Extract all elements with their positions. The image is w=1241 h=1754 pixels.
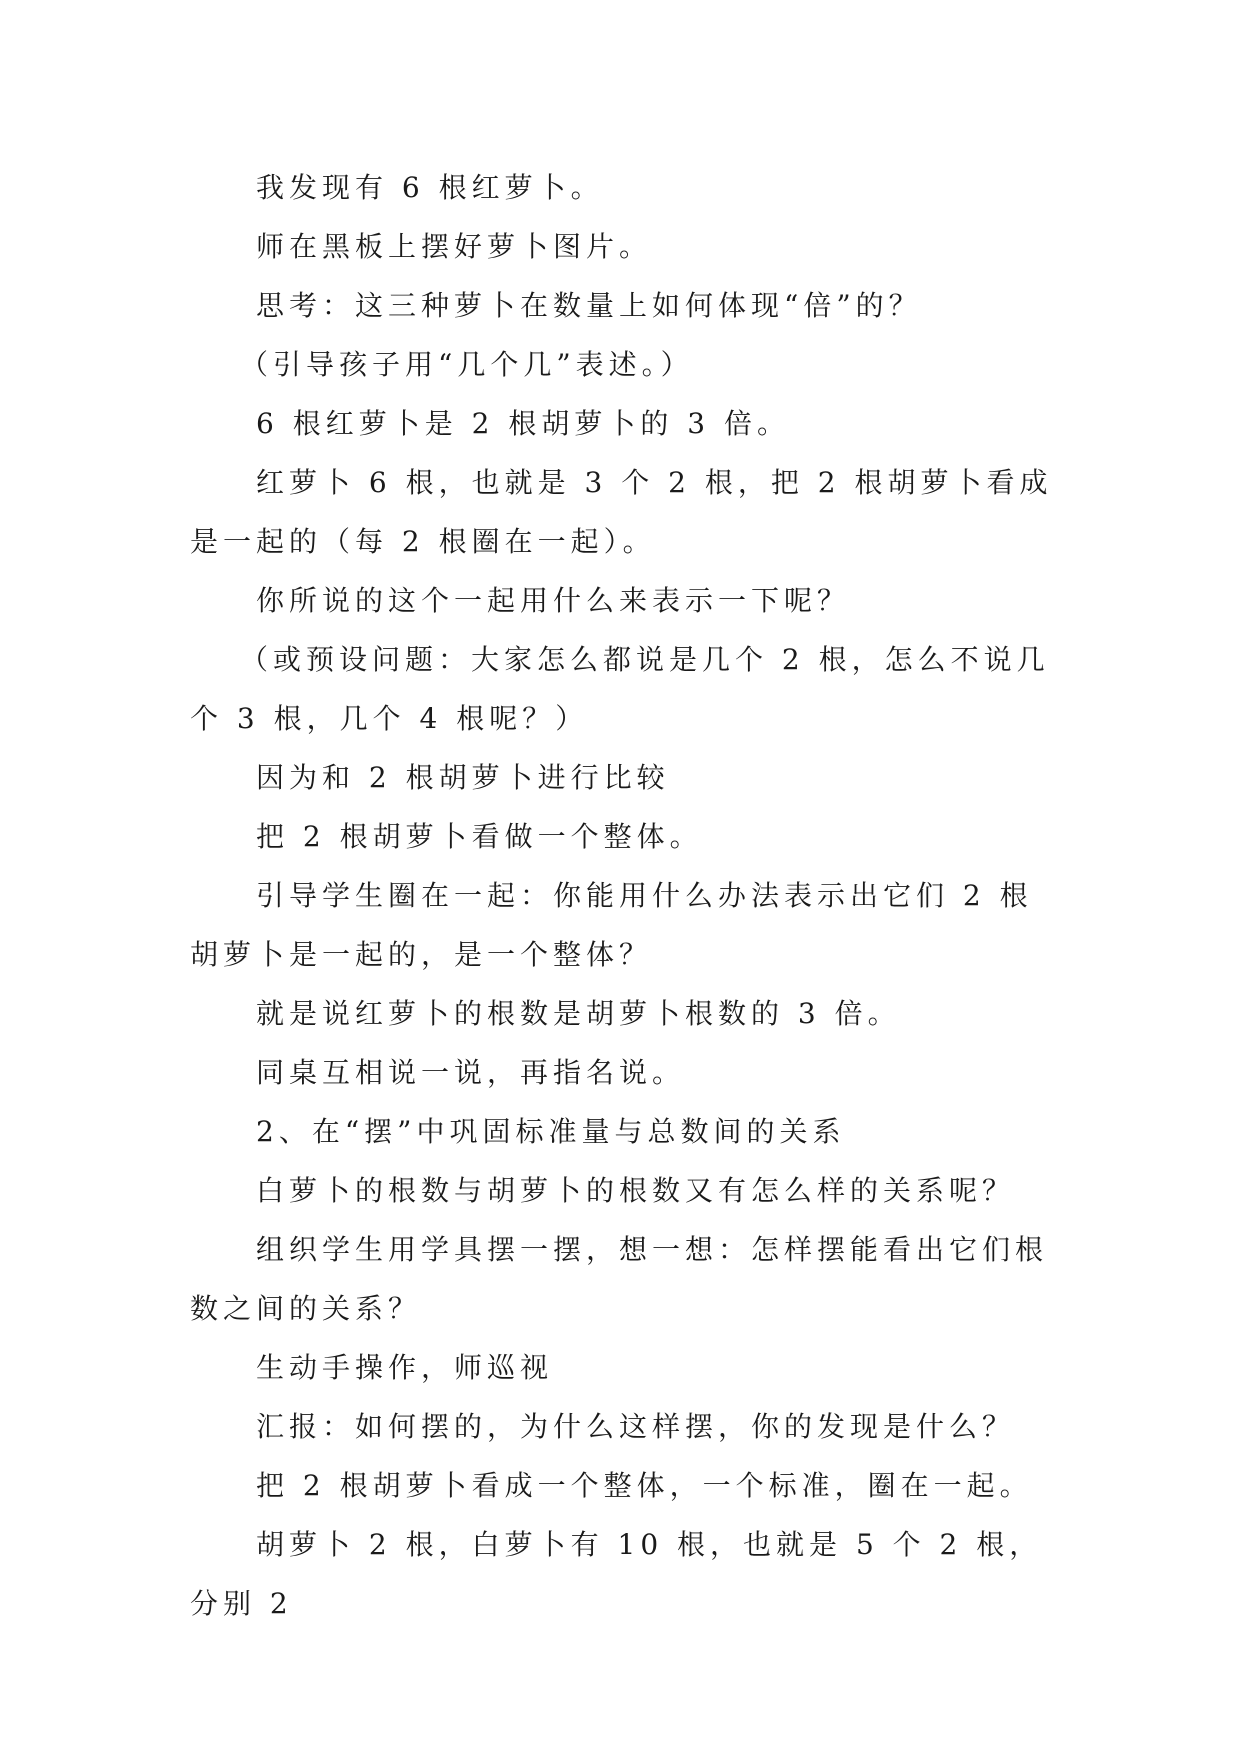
paragraph: 生动手操作，师巡视 [256, 1351, 554, 1384]
paragraph: 就是说红萝卜的根数是胡萝卜根数的 3 倍。 [256, 997, 901, 1030]
paragraph: 因为和 2 根胡萝卜进行比较 [256, 761, 670, 794]
paragraph: 6 根红萝卜是 2 根胡萝卜的 3 倍。 [256, 407, 790, 440]
paragraph: 把 2 根胡萝卜看做一个整体。 [256, 820, 703, 853]
document-body [190, 158, 1060, 1633]
paragraph: 同桌互相说一说，再指名说。 [256, 1056, 686, 1089]
paragraph: 胡萝卜 2 根，白萝卜有 10 根，也就是 5 个 2 根，分别 2 [190, 1528, 1043, 1620]
paragraph: 师在黑板上摆好萝卜图片。 [256, 230, 653, 263]
paragraph: （引导孩子用“几个几”表述。） [240, 348, 694, 381]
paragraph: 引导学生圈在一起：你能用什么办法表示出它们 2 根胡萝卜是一起的，是一个整体？ [190, 879, 1033, 971]
paragraph: 把 2 根胡萝卜看成一个整体，一个标准，圈在一起。 [256, 1469, 1033, 1502]
paragraph: 组织学生用学具摆一摆，想一想：怎样摆能看出它们根数之间的关系？ [190, 1233, 1049, 1325]
paragraph: 红萝卜 6 根，也就是 3 个 2 根，把 2 根胡萝卜看成是一起的（每 2 根圈在一起）。 [190, 466, 1053, 558]
paragraph: 汇报：如何摆的，为什么这样摆，你的发现是什么？ [256, 1410, 1016, 1443]
paragraph: 我发现有 6 根红萝卜。 [256, 171, 604, 204]
paragraph: （或预设问题：大家怎么都说是几个 2 根，怎么不说几个 3 根，几个 4 根呢？） [190, 643, 1050, 735]
paragraph: 你所说的这个一起用什么来表示一下呢？ [256, 584, 851, 617]
section-heading: 2、在“摆”中巩固标准量与总数间的关系 [256, 1115, 846, 1148]
paragraph: 思考：这三种萝卜在数量上如何体现“倍”的？ [256, 289, 922, 322]
paragraph: 白萝卜的根数与胡萝卜的根数又有怎么样的关系呢？ [256, 1174, 1016, 1207]
